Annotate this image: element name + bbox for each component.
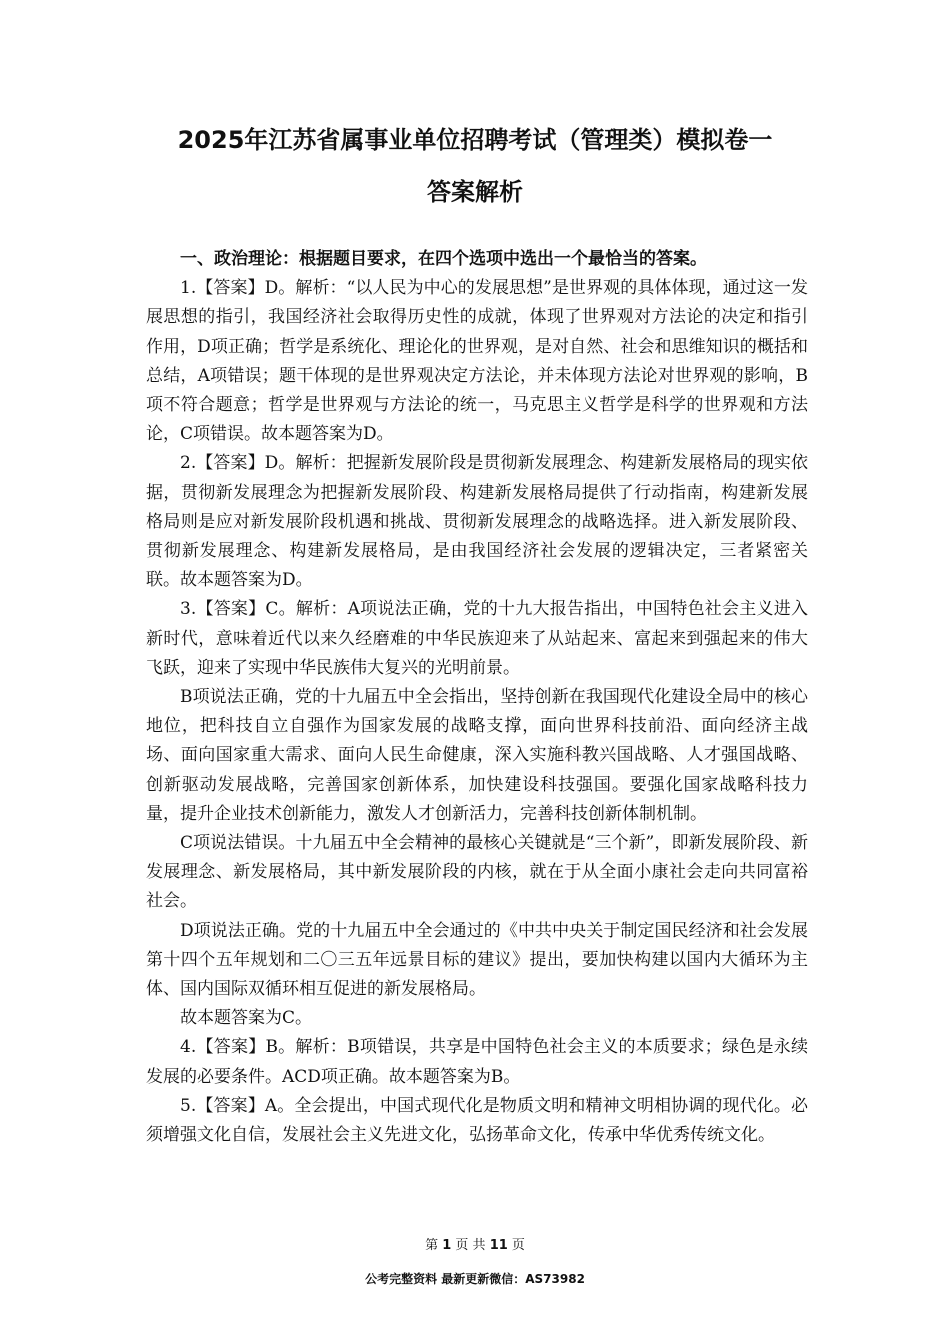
answer-paragraph-q3-conclusion: 故本题答案为C。 [180, 1008, 313, 1029]
page-middle: 页 共 [455, 1238, 486, 1253]
answer-paragraph-q3-option-d: D项说法正确。党的十九届五中全会通过的《中共中央关于制定国民经济和社会发展第十四个五年规划和二〇三五年远景目标的建议》提出，要加快构建以国内大循环为主体、国内国际双循环相互促进的新发展格局。 [146, 920, 808, 1000]
page-prefix: 第 [425, 1238, 439, 1253]
answer-paragraph-q2: 2.【答案】D。解析：把握新发展阶段是贯彻新发展理念、构建新发展格局的现实依据，贯彻新发展理念为把握新发展阶段、构建新发展格局提供了行动指南，构建新发展格局则是应对新发展阶段机遇和挑战、贯彻新发展理念的战略选择。进入新发展阶段、贯彻新发展理念、构建新发展格局，是由我国经济社会发展的逻辑决定，三者紧密关联。故本题答案为D。 [146, 453, 808, 591]
footer-note: 公考完整资料 最新更新微信：AS73982 [365, 1272, 585, 1286]
document-title: 2025年江苏省属事业单位招聘考试（管理类）模拟卷一 [177, 126, 773, 154]
page-suffix: 页 [511, 1238, 525, 1253]
answer-paragraph-q4: 4.【答案】B。解析：B项错误，共享是中国特色社会主义的本质要求；绿色是永续发展的必要条件。ACD项正确。故本题答案为B。 [146, 1037, 808, 1087]
answer-paragraph-q3-option-b: B项说法正确，党的十九届五中全会指出，坚持创新在我国现代化建设全局中的核心地位，把科技自立自强作为国家发展的战略支撑，面向世界科技前沿、面向经济主战场、面向国家重大需求、面向人民生命健康，深入实施科教兴国战略、人才强国战略、创新驱动发展战略，完善国家创新体系，加快建设科技强国。要强化国家战略科技力量，提升企业技术创新能力，激发人才创新活力，完善科技创新体制机制。 [146, 687, 808, 824]
document-subtitle: 答案解析 [427, 178, 523, 206]
answer-paragraph-q5: 5.【答案】A。全会提出，中国式现代化是物质文明和精神文明相协调的现代化。必须增强文化自信，发展社会主义先进文化，弘扬革命文化，传承中华优秀传统文化。 [146, 1095, 808, 1146]
answer-paragraph-q3: 3.【答案】C。解析：A项说法正确，党的十九大报告指出，中国特色社会主义进入新时代，意味着近代以来久经磨难的中华民族迎来了从站起来、富起来到强起来的伟大飞跃，迎来了实现中华民族伟大复兴的光明前景。 [146, 599, 808, 678]
page-number [0, 1237, 950, 1255]
page-current: 1 [442, 1238, 452, 1253]
answer-content [146, 245, 808, 1150]
page-total: 11 [489, 1238, 508, 1253]
answer-paragraph-q1: 1.【答案】D。解析：“以人民为中心的发展思想”是世界观的具体体现，通过这一发展思想的指引，我国经济社会取得历史性的成就，体现了世界观对方法论的决定和指引作用，D项正确；哲学是系统化、理论化的世界观，是对自然、社会和思维知识的概括和总结，A项错误；题干体现的是世界观决定方法论，并未体现方法论对世界观的影响，B项不符合题意；哲学是世界观与方法论的统一，马克思主义哲学是科学的世界观和方法论，C项错误。故本题答案为D。 [146, 278, 808, 445]
answer-paragraph-q3-option-c: C项说法错误。十九届五中全会精神的最核心关键就是“三个新”，即新发展阶段、新发展理念、新发展格局，其中新发展阶段的内核，就在于从全面小康社会走向共同富裕社会。 [146, 833, 808, 912]
section-heading: 一、政治理论：根据题目要求，在四个选项中选出一个最恰当的答案。 [180, 249, 707, 269]
